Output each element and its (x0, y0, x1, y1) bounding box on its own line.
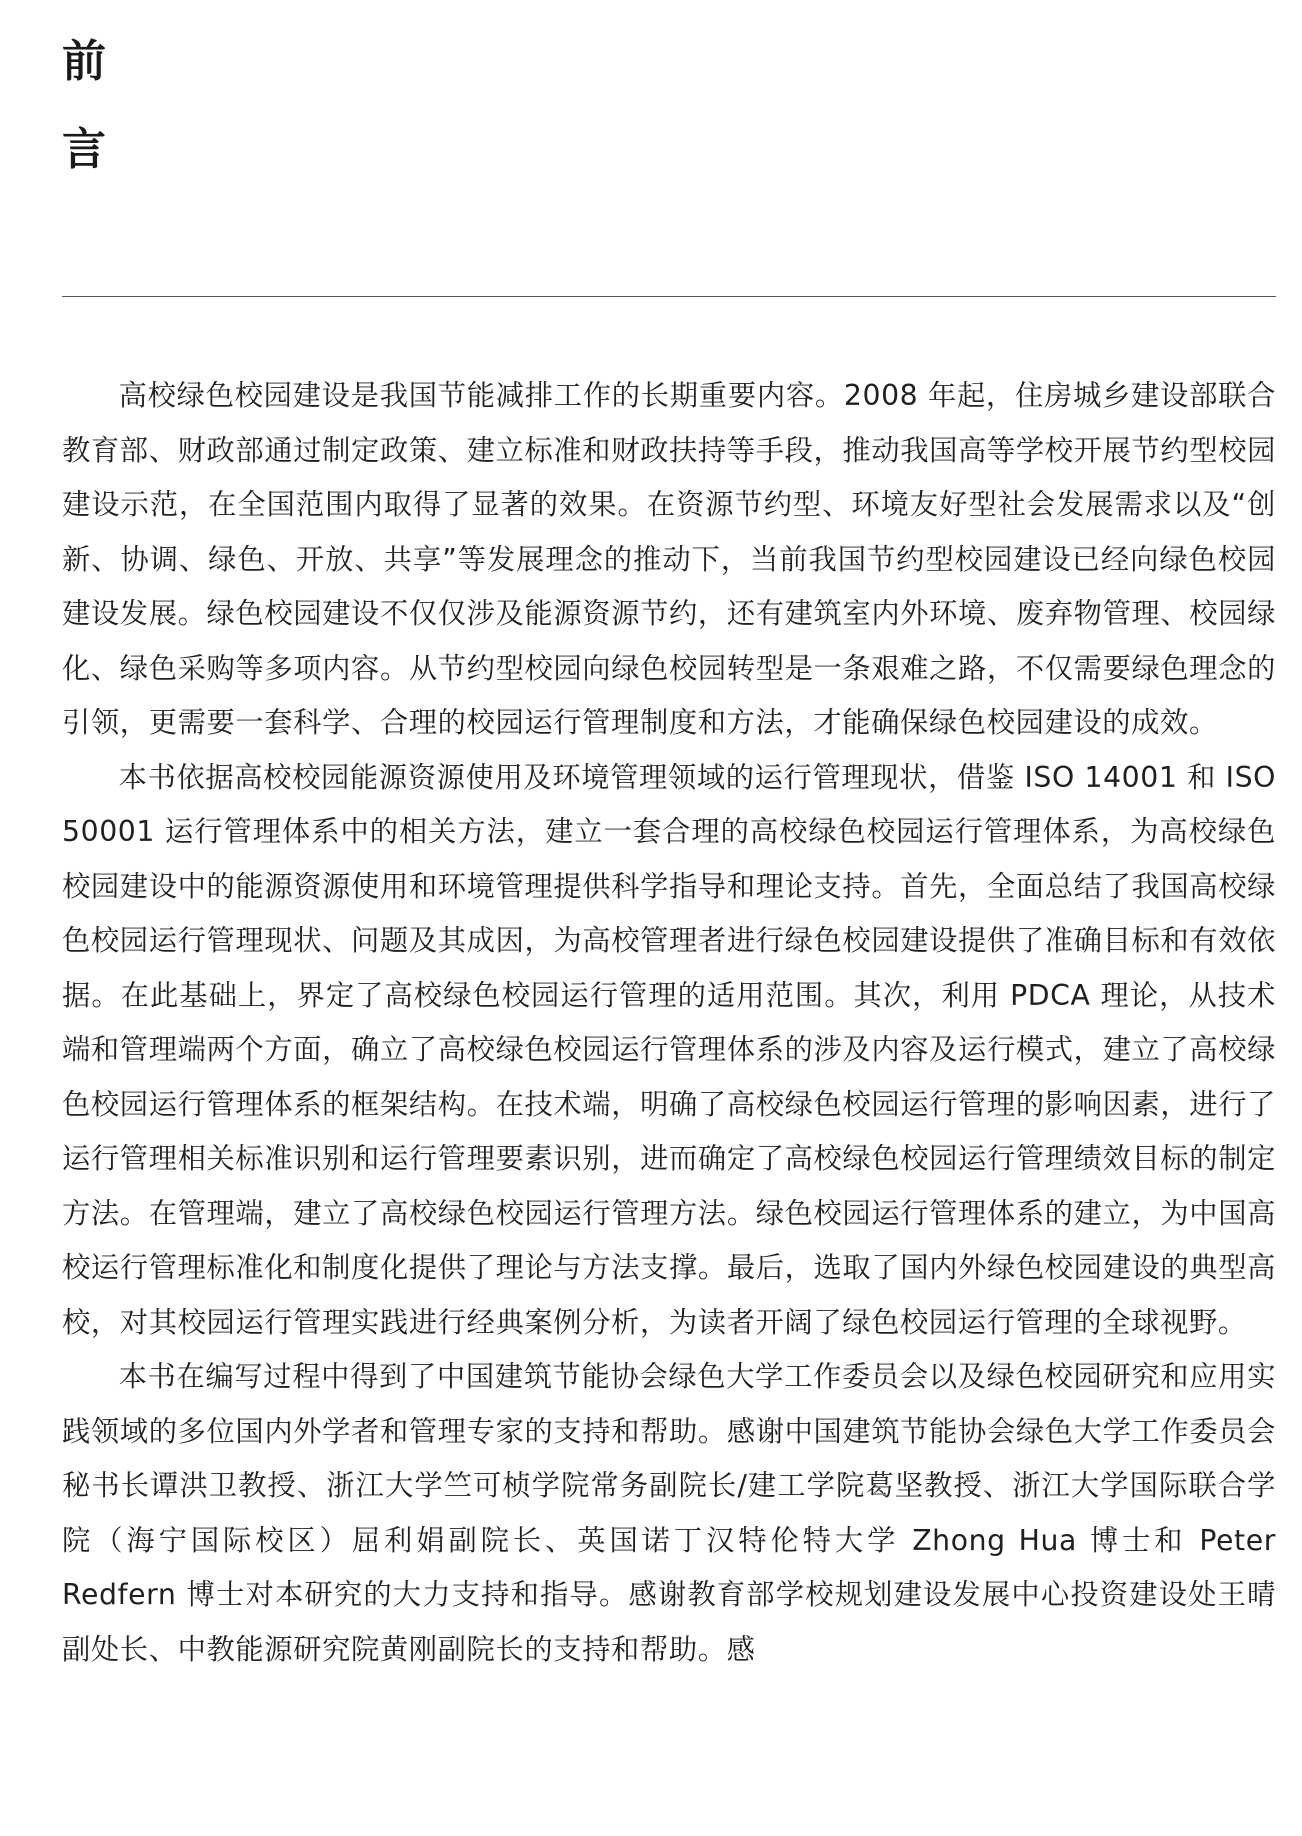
paragraph: 本书在编写过程中得到了中国建筑节能协会绿色大学工作委员会以及绿色校园研究和应用实践领域的多位国内外学者和管理专家的支持和帮助。感谢中国建筑节能协会绿色大学工作委员会秘书长谭洪卫教授、浙江大学竺可桢学院常务副院长/建工学院葛坚教授、浙江大学国际联合学院（海宁国际校区）屈利娟副院长、英国诺丁汉特伦特大学 Zhong Hua 博士和 Peter Redfern 博士对本研究的大力支持和指导。感谢教育部学校规划建设发展中心投资建设处王晴副处长、中教能源研究院黄刚副院长的支持和帮助。感 (62, 1360, 1276, 1666)
paragraph: 本书依据高校校园能源资源使用及环境管理领域的运行管理现状，借鉴 ISO 14001 和 ISO 50001 运行管理体系中的相关方法，建立一套合理的高校绿色校园运行管理体系，为高校绿色校园建设中的能源资源使用和环境管理提供科学指导和理论支持。首先，全面总结了我国高校绿色校园运行管理现状、问题及其成因，为高校管理者进行绿色校园建设提供了准确目标和有效依据。在此基础上，界定了高校绿色校园运行管理的适用范围。其次，利用 PDCA 理论，从技术端和管理端两个方面，确立了高校绿色校园运行管理体系的涉及内容及运行模式，建立了高校绿色校园运行管理体系的框架结构。在技术端，明确了高校绿色校园运行管理的影响因素，进行了运行管理相关标准识别和运行管理要素识别，进而确定了高校绿色校园运行管理绩效目标的制定方法。在管理端，建立了高校绿色校园运行管理方法。绿色校园运行管理体系的建立，为中国高校运行管理标准化和制度化提供了理论与方法支撑。最后，选取了国内外绿色校园建设的典型高校，对其校园运行管理实践进行经典案例分析，为读者开阔了绿色校园运行管理的全球视野。 (62, 760, 1276, 1339)
preface-heading (62, 18, 142, 194)
paragraph: 高校绿色校园建设是我国节能减排工作的长期重要内容。2008 年起，住房城乡建设部联合教育部、财政部通过制定政策、建立标准和财政扶持等手段，推动我国高等学校开展节约型校园建设示范，在全国范围内取得了显著的效果。在资源节约型、环境友好型社会发展需求以及“创新、协调、绿色、开放、共享”等发展理念的推动下，当前我国节约型校园建设已经向绿色校园建设发展。绿色校园建设不仅仅涉及能源资源节约，还有建筑室内外环境、废弃物管理、校园绿化、绿色采购等多项内容。从节约型校园向绿色校园转型是一条艰难之路，不仅需要绿色理念的引领，更需要一套科学、合理的校园运行管理制度和方法，才能确保绿色校园建设的成效。 (62, 379, 1276, 739)
heading-divider (62, 296, 1276, 297)
heading-char-1: 前 (62, 36, 106, 87)
heading-char-2: 言 (62, 124, 106, 175)
preface-body (62, 369, 1276, 1677)
